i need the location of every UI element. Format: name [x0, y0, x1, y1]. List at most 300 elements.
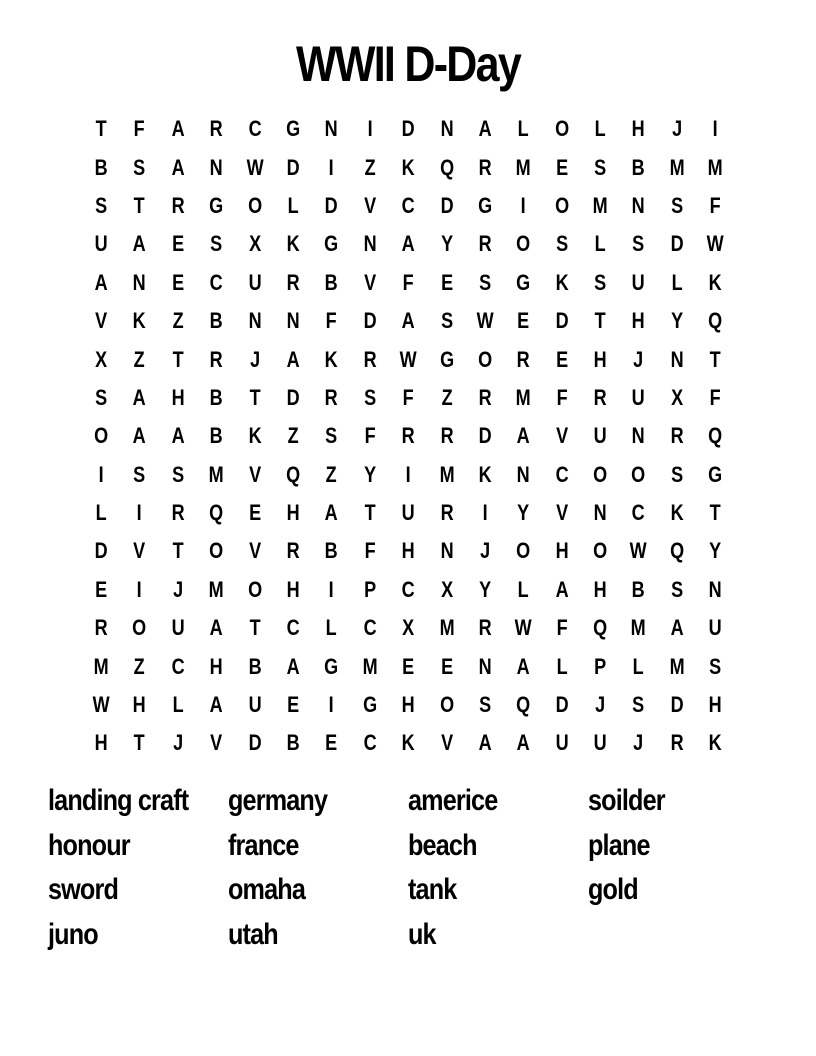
grid-letter[interactable]: J: [633, 730, 644, 756]
grid-letter[interactable]: A: [401, 231, 415, 257]
grid-letter[interactable]: D: [286, 154, 300, 180]
grid-letter[interactable]: W: [246, 154, 264, 180]
grid-letter[interactable]: M: [592, 192, 608, 218]
grid-letter[interactable]: B: [209, 384, 223, 410]
grid-letter[interactable]: H: [286, 576, 300, 602]
grid-letter[interactable]: Y: [479, 576, 492, 602]
word-search-grid: [82, 110, 735, 763]
grid-letter[interactable]: E: [287, 692, 300, 718]
grid-letter[interactable]: S: [325, 423, 338, 449]
grid-letter[interactable]: B: [94, 154, 108, 180]
grid-letter[interactable]: S: [671, 576, 684, 602]
grid-letter[interactable]: E: [248, 500, 261, 526]
grid-letter[interactable]: L: [95, 500, 107, 526]
grid-letter[interactable]: R: [440, 423, 454, 449]
grid-letter[interactable]: W: [476, 308, 494, 334]
grid-letter[interactable]: O: [593, 461, 608, 487]
grid-letter[interactable]: J: [480, 538, 491, 564]
grid-letter[interactable]: C: [401, 192, 415, 218]
grid-letter[interactable]: E: [517, 308, 530, 334]
grid-letter[interactable]: T: [134, 192, 146, 218]
grid-letter[interactable]: V: [363, 192, 376, 218]
grid-letter[interactable]: H: [632, 308, 646, 334]
grid-letter[interactable]: H: [286, 500, 300, 526]
word-list-item: juno: [48, 917, 98, 951]
grid-letter[interactable]: U: [171, 615, 185, 641]
grid-letter[interactable]: T: [594, 308, 606, 334]
grid-letter[interactable]: A: [555, 576, 569, 602]
grid-letter[interactable]: J: [172, 730, 183, 756]
grid-letter[interactable]: H: [555, 538, 569, 564]
grid-letter[interactable]: S: [363, 384, 376, 410]
grid-letter[interactable]: F: [556, 384, 568, 410]
grid-letter[interactable]: I: [137, 500, 143, 526]
grid-letter[interactable]: Z: [287, 423, 299, 449]
grid-letter[interactable]: K: [555, 269, 569, 295]
grid-letter[interactable]: U: [248, 269, 262, 295]
grid-letter[interactable]: H: [593, 346, 607, 372]
grid-letter[interactable]: Y: [440, 231, 453, 257]
grid-letter[interactable]: Q: [708, 308, 723, 334]
grid-letter[interactable]: S: [709, 653, 722, 679]
grid-letter[interactable]: O: [247, 576, 262, 602]
grid-letter[interactable]: G: [362, 692, 377, 718]
grid-letter[interactable]: S: [555, 231, 568, 257]
grid-letter[interactable]: T: [709, 500, 721, 526]
grid-letter[interactable]: A: [478, 116, 492, 142]
grid-letter[interactable]: E: [402, 653, 415, 679]
word-list-item: plane: [588, 828, 650, 862]
grid-letter[interactable]: F: [402, 269, 414, 295]
grid-letter[interactable]: H: [401, 538, 415, 564]
grid-letter[interactable]: K: [401, 154, 415, 180]
grid-letter[interactable]: A: [286, 653, 300, 679]
grid-letter[interactable]: D: [478, 423, 492, 449]
grid-letter[interactable]: R: [478, 231, 492, 257]
grid-letter[interactable]: G: [324, 231, 339, 257]
grid-letter[interactable]: U: [555, 730, 569, 756]
grid-letter[interactable]: U: [632, 269, 646, 295]
grid-letter[interactable]: M: [515, 154, 532, 180]
grid-letter[interactable]: A: [286, 346, 300, 372]
grid-letter[interactable]: X: [248, 231, 261, 257]
grid-letter[interactable]: K: [401, 730, 415, 756]
grid-letter[interactable]: E: [440, 653, 453, 679]
grid-letter[interactable]: E: [171, 269, 184, 295]
grid-letter[interactable]: A: [325, 500, 339, 526]
grid-letter[interactable]: C: [363, 615, 377, 641]
grid-letter[interactable]: N: [632, 192, 646, 218]
grid-letter[interactable]: R: [325, 384, 339, 410]
grid-letter[interactable]: A: [401, 308, 415, 334]
grid-letter[interactable]: B: [286, 730, 300, 756]
grid-letter[interactable]: Y: [709, 538, 722, 564]
grid-letter[interactable]: B: [325, 269, 339, 295]
grid-letter[interactable]: B: [325, 538, 339, 564]
grid-letter[interactable]: W: [399, 346, 417, 372]
grid-letter[interactable]: R: [440, 500, 454, 526]
grid-letter[interactable]: V: [210, 730, 223, 756]
grid-letter[interactable]: F: [364, 423, 376, 449]
grid-letter[interactable]: Q: [670, 538, 685, 564]
grid-letter[interactable]: O: [554, 116, 569, 142]
grid-letter[interactable]: Q: [708, 423, 723, 449]
grid-letter[interactable]: R: [363, 346, 377, 372]
grid-letter[interactable]: R: [478, 384, 492, 410]
grid-letter[interactable]: O: [132, 615, 147, 641]
grid-letter[interactable]: T: [709, 346, 721, 372]
grid-letter[interactable]: S: [133, 461, 146, 487]
grid-letter[interactable]: E: [95, 576, 108, 602]
grid-letter[interactable]: R: [516, 346, 531, 372]
grid-letter[interactable]: V: [95, 308, 108, 334]
grid-letter[interactable]: A: [670, 615, 684, 641]
grid-letter[interactable]: D: [670, 692, 684, 718]
grid-letter[interactable]: N: [708, 576, 722, 602]
grid-letter[interactable]: Y: [671, 308, 684, 334]
grid-letter[interactable]: L: [287, 192, 299, 218]
grid-letter[interactable]: D: [555, 308, 569, 334]
grid-letter[interactable]: R: [593, 384, 607, 410]
grid-letter[interactable]: G: [516, 269, 531, 295]
grid-letter[interactable]: K: [478, 461, 492, 487]
grid-letter[interactable]: S: [440, 308, 453, 334]
grid-letter[interactable]: L: [556, 653, 568, 679]
grid-letter[interactable]: V: [248, 461, 261, 487]
grid-letter[interactable]: J: [172, 576, 183, 602]
grid-letter[interactable]: S: [479, 692, 492, 718]
grid-letter[interactable]: Z: [172, 308, 184, 334]
grid-letter[interactable]: S: [479, 269, 492, 295]
grid-letter[interactable]: W: [514, 615, 533, 641]
grid-letter[interactable]: E: [440, 269, 453, 295]
grid-letter[interactable]: M: [515, 384, 532, 410]
grid-letter[interactable]: N: [133, 269, 147, 295]
word-list-item: uk: [408, 917, 436, 951]
grid-letter[interactable]: G: [478, 192, 493, 218]
grid-letter[interactable]: C: [209, 269, 223, 295]
grid-letter[interactable]: S: [671, 461, 684, 487]
grid-letter[interactable]: E: [171, 231, 184, 257]
grid-letter[interactable]: A: [133, 384, 147, 410]
grid-letter[interactable]: I: [405, 461, 411, 487]
grid-letter[interactable]: G: [286, 116, 301, 142]
grid-letter[interactable]: R: [670, 423, 684, 449]
grid-letter[interactable]: U: [593, 423, 607, 449]
grid-letter[interactable]: M: [439, 615, 455, 641]
grid-letter[interactable]: U: [593, 730, 607, 756]
grid-letter[interactable]: N: [632, 423, 646, 449]
grid-letter[interactable]: I: [98, 461, 104, 487]
grid-letter[interactable]: M: [208, 461, 224, 487]
grid-letter[interactable]: R: [670, 730, 684, 756]
grid-letter[interactable]: O: [478, 346, 493, 372]
grid-letter[interactable]: I: [367, 116, 373, 142]
grid-letter[interactable]: R: [286, 269, 300, 295]
grid-letter[interactable]: N: [478, 653, 492, 679]
grid-letter[interactable]: S: [171, 461, 184, 487]
grid-letter[interactable]: R: [478, 615, 492, 641]
grid-letter[interactable]: F: [364, 538, 376, 564]
grid-letter[interactable]: D: [286, 384, 300, 410]
grid-letter[interactable]: H: [593, 576, 607, 602]
grid-letter[interactable]: H: [708, 692, 722, 718]
grid-letter[interactable]: C: [171, 653, 185, 679]
grid-letter[interactable]: M: [362, 653, 378, 679]
grid-letter[interactable]: C: [401, 576, 415, 602]
grid-letter[interactable]: O: [516, 231, 531, 257]
grid-letter[interactable]: Y: [517, 500, 530, 526]
grid-letter[interactable]: M: [669, 653, 685, 679]
grid-letter[interactable]: N: [670, 346, 684, 372]
grid-letter[interactable]: D: [670, 231, 684, 257]
grid-letter[interactable]: W: [92, 692, 110, 718]
grid-letter[interactable]: C: [248, 116, 262, 142]
grid-letter[interactable]: H: [94, 730, 108, 756]
grid-letter[interactable]: L: [517, 576, 530, 602]
grid-letter[interactable]: O: [516, 538, 531, 564]
grid-letter[interactable]: G: [209, 192, 224, 218]
grid-letter[interactable]: H: [632, 116, 646, 142]
grid-letter[interactable]: R: [171, 500, 185, 526]
grid-letter[interactable]: T: [249, 384, 261, 410]
grid-letter[interactable]: S: [594, 269, 607, 295]
grid-letter[interactable]: R: [478, 154, 492, 180]
grid-letter[interactable]: N: [440, 116, 454, 142]
grid-letter[interactable]: O: [247, 192, 262, 218]
grid-letter[interactable]: Q: [516, 692, 531, 718]
grid-letter[interactable]: N: [516, 461, 531, 487]
word-list: [48, 779, 768, 957]
grid-letter[interactable]: P: [363, 576, 376, 602]
grid-letter[interactable]: F: [326, 308, 338, 334]
grid-letter[interactable]: D: [440, 192, 454, 218]
grid-letter[interactable]: V: [555, 423, 568, 449]
grid-letter[interactable]: L: [517, 116, 530, 142]
grid-letter[interactable]: R: [209, 346, 223, 372]
grid-letter[interactable]: F: [402, 384, 414, 410]
grid-letter[interactable]: R: [286, 538, 300, 564]
grid-letter[interactable]: D: [401, 116, 415, 142]
grid-letter[interactable]: X: [440, 576, 453, 602]
grid-letter[interactable]: R: [209, 116, 223, 142]
grid-letter[interactable]: J: [633, 346, 644, 372]
grid-letter[interactable]: K: [286, 231, 300, 257]
grid-letter[interactable]: R: [94, 615, 108, 641]
grid-letter[interactable]: A: [171, 423, 185, 449]
grid-letter[interactable]: X: [95, 346, 108, 372]
grid-letter[interactable]: Z: [134, 346, 146, 372]
grid-letter[interactable]: N: [593, 500, 607, 526]
grid-letter[interactable]: Z: [441, 384, 453, 410]
grid-letter[interactable]: C: [286, 615, 300, 641]
grid-letter[interactable]: L: [671, 269, 683, 295]
grid-letter[interactable]: S: [671, 192, 684, 218]
grid-letter[interactable]: O: [593, 538, 608, 564]
word-list-item: honour: [48, 828, 130, 862]
grid-letter[interactable]: S: [632, 692, 645, 718]
grid-letter[interactable]: M: [631, 615, 647, 641]
grid-letter[interactable]: O: [631, 461, 646, 487]
word-list-item: americe: [408, 784, 498, 817]
grid-letter[interactable]: M: [669, 154, 685, 180]
grid-letter[interactable]: F: [556, 615, 568, 641]
grid-letter[interactable]: I: [137, 576, 143, 602]
grid-letter[interactable]: A: [209, 615, 223, 641]
grid-letter[interactable]: J: [249, 346, 260, 372]
grid-letter[interactable]: J: [672, 116, 683, 142]
grid-letter[interactable]: W: [706, 231, 724, 257]
grid-letter[interactable]: I: [329, 154, 335, 180]
grid-letter[interactable]: D: [363, 308, 377, 334]
grid-letter[interactable]: P: [594, 653, 607, 679]
grid-letter[interactable]: S: [133, 154, 146, 180]
grid-letter[interactable]: M: [439, 461, 455, 487]
grid-letter[interactable]: Q: [593, 615, 608, 641]
grid-letter[interactable]: C: [363, 730, 377, 756]
grid-letter[interactable]: C: [555, 461, 569, 487]
grid-letter[interactable]: U: [401, 500, 415, 526]
grid-letter[interactable]: M: [93, 653, 109, 679]
grid-letter[interactable]: F: [134, 116, 146, 142]
grid-letter[interactable]: V: [248, 538, 261, 564]
grid-letter[interactable]: Y: [363, 461, 376, 487]
grid-letter[interactable]: K: [133, 308, 147, 334]
grid-letter[interactable]: A: [478, 730, 492, 756]
grid-letter[interactable]: G: [439, 346, 454, 372]
grid-letter[interactable]: L: [326, 615, 338, 641]
grid-letter[interactable]: E: [555, 154, 568, 180]
grid-letter[interactable]: U: [94, 231, 108, 257]
grid-letter[interactable]: V: [133, 538, 146, 564]
grid-letter[interactable]: S: [95, 384, 108, 410]
grid-letter[interactable]: R: [401, 423, 415, 449]
grid-letter[interactable]: W: [630, 538, 648, 564]
grid-letter[interactable]: S: [95, 192, 108, 218]
grid-letter[interactable]: R: [171, 192, 185, 218]
grid-letter[interactable]: Z: [364, 154, 376, 180]
grid-letter[interactable]: F: [709, 192, 721, 218]
grid-letter[interactable]: V: [440, 730, 453, 756]
grid-letter[interactable]: A: [133, 423, 147, 449]
grid-letter[interactable]: A: [133, 231, 147, 257]
grid-letter[interactable]: A: [171, 154, 185, 180]
grid-letter[interactable]: A: [516, 423, 531, 449]
word-list-item: gold: [588, 873, 638, 907]
grid-letter[interactable]: T: [172, 538, 184, 564]
grid-letter[interactable]: N: [325, 116, 339, 142]
grid-letter[interactable]: O: [209, 538, 224, 564]
grid-letter[interactable]: B: [632, 576, 646, 602]
grid-letter[interactable]: S: [594, 154, 607, 180]
grid-letter[interactable]: B: [632, 154, 646, 180]
grid-letter[interactable]: U: [248, 692, 262, 718]
grid-letter[interactable]: E: [555, 346, 568, 372]
grid-letter[interactable]: Z: [134, 653, 146, 679]
grid-letter[interactable]: D: [94, 538, 108, 564]
word-list-item: germany: [228, 784, 328, 817]
grid-letter[interactable]: O: [94, 423, 109, 449]
grid-letter[interactable]: U: [708, 615, 722, 641]
grid-letter[interactable]: E: [325, 730, 338, 756]
grid-letter[interactable]: H: [401, 692, 415, 718]
grid-letter[interactable]: J: [595, 692, 606, 718]
grid-letter[interactable]: Q: [209, 500, 224, 526]
grid-letter[interactable]: Z: [326, 461, 338, 487]
grid-letter[interactable]: X: [671, 384, 684, 410]
grid-letter[interactable]: F: [709, 384, 721, 410]
grid-letter[interactable]: I: [712, 116, 718, 142]
grid-letter[interactable]: D: [248, 730, 262, 756]
grid-letter[interactable]: B: [248, 653, 262, 679]
grid-letter[interactable]: V: [555, 500, 568, 526]
grid-letter[interactable]: A: [171, 116, 185, 142]
grid-letter[interactable]: I: [329, 692, 335, 718]
grid-letter[interactable]: A: [516, 730, 531, 756]
grid-letter[interactable]: L: [172, 692, 184, 718]
grid-letter[interactable]: K: [708, 730, 722, 756]
grid-letter[interactable]: N: [248, 308, 262, 334]
grid-letter[interactable]: N: [363, 231, 377, 257]
grid-letter[interactable]: H: [209, 653, 223, 679]
grid-letter[interactable]: T: [364, 500, 376, 526]
word-list-item: omaha: [228, 873, 306, 907]
grid-letter[interactable]: Q: [439, 154, 454, 180]
grid-letter[interactable]: A: [94, 269, 108, 295]
grid-letter[interactable]: C: [632, 500, 646, 526]
grid-letter[interactable]: U: [632, 384, 646, 410]
grid-letter[interactable]: M: [707, 154, 723, 180]
grid-letter[interactable]: N: [209, 154, 223, 180]
grid-letter[interactable]: T: [134, 730, 146, 756]
grid-letter[interactable]: G: [708, 461, 723, 487]
grid-letter[interactable]: I: [482, 500, 488, 526]
grid-letter[interactable]: N: [440, 538, 454, 564]
grid-letter[interactable]: D: [555, 692, 569, 718]
word-list-item: utah: [228, 917, 278, 951]
grid-letter[interactable]: K: [708, 269, 722, 295]
grid-letter[interactable]: B: [209, 308, 223, 334]
grid-letter[interactable]: H: [133, 692, 147, 718]
grid-letter[interactable]: O: [439, 692, 454, 718]
grid-letter[interactable]: O: [554, 192, 569, 218]
grid-letter[interactable]: T: [172, 346, 184, 372]
grid-letter[interactable]: I: [520, 192, 526, 218]
grid-letter[interactable]: S: [210, 231, 223, 257]
grid-letter[interactable]: Q: [286, 461, 301, 487]
grid-letter[interactable]: G: [324, 653, 339, 679]
grid-letter[interactable]: X: [402, 615, 415, 641]
grid-letter[interactable]: A: [209, 692, 223, 718]
grid-letter[interactable]: A: [516, 653, 531, 679]
grid-letter[interactable]: I: [329, 576, 335, 602]
grid-letter[interactable]: S: [632, 231, 645, 257]
grid-letter[interactable]: T: [249, 615, 261, 641]
grid-letter[interactable]: L: [633, 653, 645, 679]
grid-letter[interactable]: M: [208, 576, 224, 602]
grid-letter[interactable]: D: [325, 192, 339, 218]
grid-letter[interactable]: L: [594, 231, 606, 257]
grid-letter[interactable]: K: [670, 500, 684, 526]
grid-letter[interactable]: N: [286, 308, 300, 334]
grid-letter[interactable]: T: [95, 116, 107, 142]
grid-letter[interactable]: H: [171, 384, 185, 410]
grid-letter[interactable]: L: [594, 116, 606, 142]
grid-letter[interactable]: V: [363, 269, 376, 295]
grid-letter[interactable]: K: [248, 423, 262, 449]
grid-letter[interactable]: B: [209, 423, 223, 449]
grid-letter[interactable]: K: [325, 346, 339, 372]
